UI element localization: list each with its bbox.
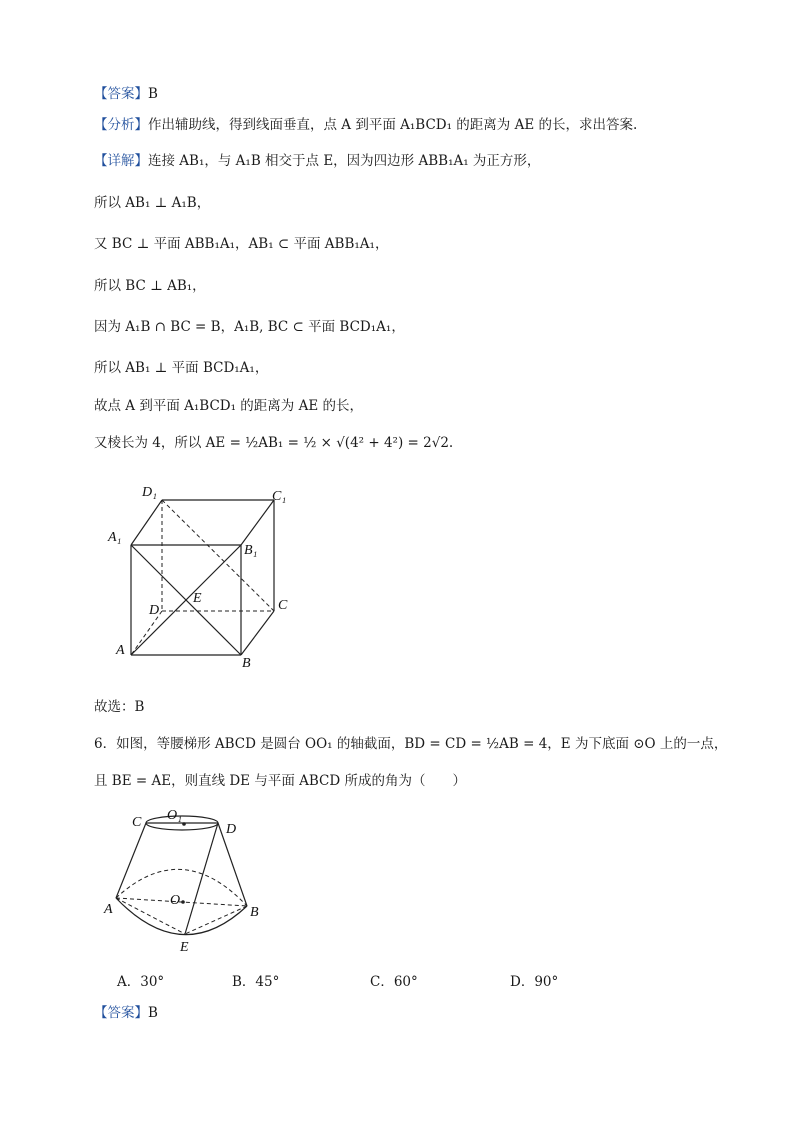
- option-c-value: 60°: [393, 974, 418, 990]
- step-line: 又 BC ⊥ 平面 ABB₁A₁，AB₁ ⊂ 平面 ABB₁A₁，: [94, 236, 389, 252]
- label-c: C: [278, 598, 288, 613]
- point-o: [181, 900, 185, 904]
- frustum-figure: [100, 802, 280, 957]
- choice-line: [94, 697, 144, 717]
- label-b: B: [250, 905, 259, 920]
- edge-a1d1: [131, 500, 162, 545]
- answer-line-2: [94, 1003, 158, 1023]
- question-6-line-1: 6．如图，等腰梯形 ABCD 是圆台 OO₁ 的轴截面，BD = CD = ½AB = 4，E 为下底面 ⊙O 上的一点，: [94, 736, 728, 752]
- step-line: 因为 A₁B ∩ BC = B，A₁B, BC ⊂ 平面 BCD₁A₁，: [94, 319, 405, 335]
- answer-line-1: [94, 84, 158, 104]
- segment-be: [185, 906, 247, 934]
- edge-cb: [241, 611, 274, 655]
- option-a[interactable]: [117, 970, 164, 990]
- point-o1: [182, 822, 186, 826]
- label-b: B: [242, 656, 251, 671]
- option-d[interactable]: [510, 970, 558, 990]
- choice-label: 故选：: [94, 699, 135, 715]
- analysis-line: [94, 115, 637, 135]
- option-b-label: B．: [232, 974, 256, 990]
- label-d: D: [226, 822, 237, 837]
- answer-value: B: [148, 86, 158, 102]
- label-c: C: [132, 815, 142, 830]
- bottom-arc-front: [116, 898, 247, 935]
- answer-tag: 【答案】: [94, 86, 148, 102]
- option-b[interactable]: [232, 970, 279, 990]
- label-o: O: [170, 893, 181, 908]
- detail-tag: 【详解】: [94, 153, 148, 169]
- label-e: E: [180, 940, 189, 955]
- label-d1: D₁: [142, 485, 157, 500]
- option-d-value: 90°: [534, 974, 559, 990]
- detail-line: [94, 151, 540, 171]
- label-a: A: [104, 902, 113, 917]
- bottom-arc-back: [116, 869, 247, 906]
- step-line: 所以 AB₁ ⊥ 平面 BCD₁A₁，: [94, 360, 269, 376]
- option-b-value: 45°: [255, 974, 280, 990]
- label-o1: O₁: [167, 808, 182, 823]
- label-e: E: [193, 591, 202, 606]
- option-d-label: D．: [510, 974, 535, 990]
- option-c-label: C．: [370, 974, 394, 990]
- edge-c1b1: [241, 500, 274, 545]
- step-line: 又棱长为 4，所以 AE = ½AB₁ = ½ × √(4² + 4²) = 2√2.: [94, 435, 454, 451]
- analysis-text: 作出辅助线，得到线面垂直，点 A 到平面 A₁BCD₁ 的距离为 AE 的长，求出答案.: [148, 117, 638, 133]
- answer-tag: 【答案】: [94, 1005, 148, 1021]
- option-a-label: A．: [117, 974, 141, 990]
- step-line: 所以 BC ⊥ AB₁，: [94, 278, 206, 294]
- label-b1: B₁: [244, 543, 258, 558]
- side-left: [116, 823, 146, 898]
- cube-figure: [100, 478, 310, 678]
- label-d: D: [149, 603, 160, 618]
- label-c1: C₁: [272, 489, 287, 504]
- option-a-value: 30°: [140, 974, 165, 990]
- step-line: 故点 A 到平面 A₁BCD₁ 的距离为 AE 的长，: [94, 398, 363, 414]
- choice-value: B: [134, 699, 145, 715]
- analysis-tag: 【分析】: [94, 117, 148, 133]
- step-line: 所以 AB₁ ⊥ A₁B，: [94, 195, 211, 211]
- option-c[interactable]: [370, 970, 418, 990]
- question-6-line-2: 且 BE = AE，则直线 DE 与平面 ABCD 所成的角为（ ）: [94, 773, 466, 789]
- answer-value: B: [148, 1005, 158, 1021]
- label-a: A: [116, 643, 125, 658]
- label-a1: A₁: [108, 530, 122, 545]
- detail-text: 连接 AB₁，与 A₁B 相交于点 E，因为四边形 ABB₁A₁ 为正方形，: [148, 153, 541, 169]
